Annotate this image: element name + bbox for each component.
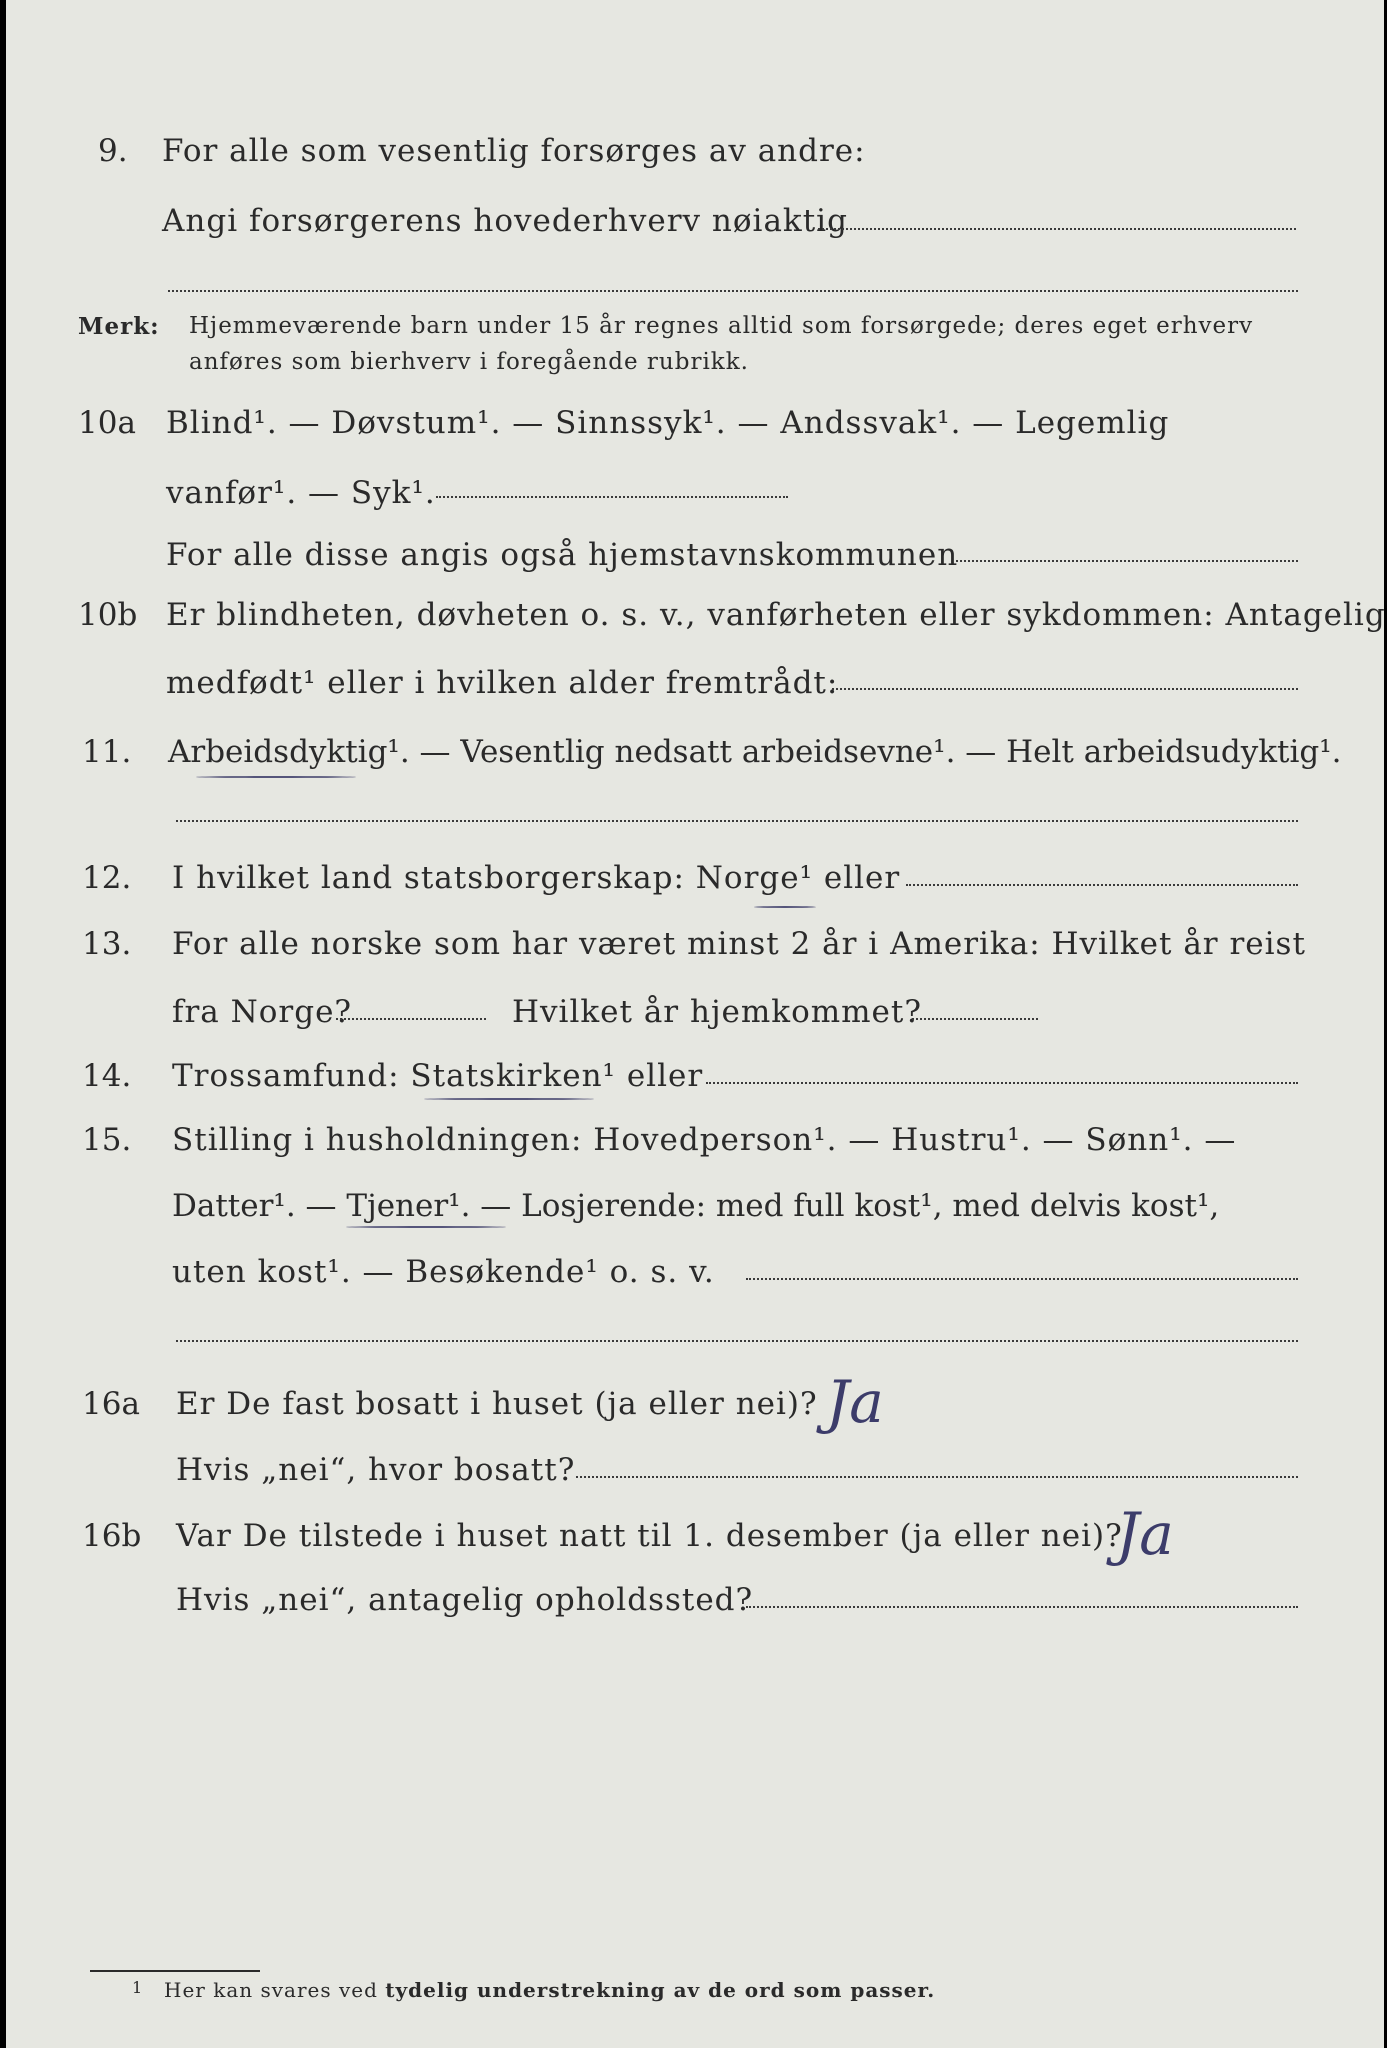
q13-hjemkommet-label: Hvilket år hjemkommet? — [512, 994, 922, 1030]
q11-number: 11. — [82, 734, 132, 770]
q15-text-line2: Datter¹. — Tjener¹. — Losjerende: med full kost¹, med delvis kost¹, — [172, 1188, 1220, 1224]
q13-reist-line[interactable] — [336, 1018, 486, 1020]
q14-number: 14. — [82, 1058, 132, 1094]
q13-hjemkommet-line[interactable] — [912, 1018, 1038, 1020]
q15-answer-line[interactable] — [746, 1278, 1298, 1280]
merk-text: Hjemmeværende barn under 15 år regnes alltid som forsørgede; deres eget erhverv — [189, 313, 1254, 339]
q9-answer-line-2[interactable] — [168, 290, 1298, 292]
q10b-number: 10b — [78, 597, 138, 633]
q16a-answer-line[interactable] — [576, 1476, 1298, 1478]
q16b-text-line2: Hvis „nei“, antagelig opholdssted? — [176, 1582, 754, 1618]
q9-number: 9. — [98, 133, 128, 169]
q13-text: For alle norske som har været minst 2 år i Amerika: Hvilket år reist — [172, 926, 1306, 962]
footnote-rule — [90, 1970, 260, 1972]
q12-number: 12. — [82, 860, 132, 896]
footnote-mark: 1 — [132, 1978, 144, 1997]
merk-label: Merk: — [78, 313, 160, 340]
merk-text-line2: anføres som bierhverv i foregående rubrikk. — [189, 349, 749, 375]
q16b-text: Var De tilstede i huset natt til 1. desember (ja eller nei)? — [176, 1518, 1123, 1554]
q10a-text: Blind¹. — Døvstum¹. — Sinnssyk¹. — Andssvak¹. — Legemlig — [166, 405, 1170, 441]
q9-text: For alle som vesentlig forsørges av andre: — [162, 133, 866, 169]
q12-answer-line[interactable] — [906, 884, 1298, 886]
q15-text-line3: uten kost¹. — Besøkende¹ o. s. v. — [172, 1254, 715, 1290]
q16a-handwritten-answer: Ja — [826, 1368, 884, 1436]
footnote-text-plain: Her kan svares ved — [164, 1978, 378, 2002]
q13-reist-label: fra Norge? — [172, 994, 353, 1030]
q16b-number: 16b — [82, 1518, 142, 1554]
q10a-answer-line[interactable] — [436, 496, 788, 498]
q16a-text-line2: Hvis „nei“, hvor bosatt? — [176, 1452, 576, 1488]
q10a-number: 10a — [78, 405, 136, 441]
q16b-answer-line[interactable] — [746, 1606, 1298, 1608]
q12-selected-underline — [754, 906, 816, 908]
q10b-answer-line[interactable] — [832, 688, 1298, 690]
q14-answer-line[interactable] — [706, 1082, 1298, 1084]
q15-answer-line-2[interactable] — [176, 1340, 1298, 1342]
q10b-text: Er blindheten, døvheten o. s. v., vanførheten eller sykdommen: Antagelig — [166, 597, 1386, 633]
q9-answer-line[interactable] — [818, 228, 1296, 230]
q14-text: Trossamfund: Statskirken¹ eller — [172, 1058, 704, 1094]
q10a-text-line2: vanfør¹. — Syk¹. — [166, 475, 436, 511]
q15-selected-underline — [346, 1226, 506, 1228]
q11-selected-underline — [196, 776, 356, 778]
q10a-text-line3: For alle disse angis også hjemstavnskommunen — [166, 537, 959, 573]
q14-selected-underline — [424, 1098, 594, 1100]
footnote-text — [164, 1978, 935, 2002]
q10a-hjemstavn-line[interactable] — [956, 560, 1298, 562]
q16b-handwritten-answer: Ja — [1116, 1500, 1174, 1568]
q15-text: Stilling i husholdningen: Hovedperson¹. — Hustru¹. — Sønn¹. — — [172, 1122, 1237, 1158]
q10b-text-line2: medfødt¹ eller i hvilken alder fremtrådt: — [166, 665, 839, 701]
q13-number: 13. — [82, 926, 132, 962]
q16a-text: Er De fast bosatt i huset (ja eller nei)? — [176, 1386, 818, 1422]
q15-number: 15. — [82, 1122, 132, 1158]
q16a-number: 16a — [82, 1386, 140, 1422]
q11-answer-line[interactable] — [176, 820, 1298, 822]
q9-text-line2: Angi forsørgerens hovederhverv nøiaktig — [162, 203, 848, 239]
q11-text: Arbeidsdyktig¹. — Vesentlig nedsatt arbeidsevne¹. — Helt arbeidsudyktig¹. — [168, 734, 1342, 770]
q12-text: I hvilket land statsborgerskap: Norge¹ eller — [172, 860, 901, 896]
footnote-text-bold: tydelig understrekning av de ord som passer. — [385, 1978, 936, 2002]
census-form-page — [6, 0, 1384, 2048]
